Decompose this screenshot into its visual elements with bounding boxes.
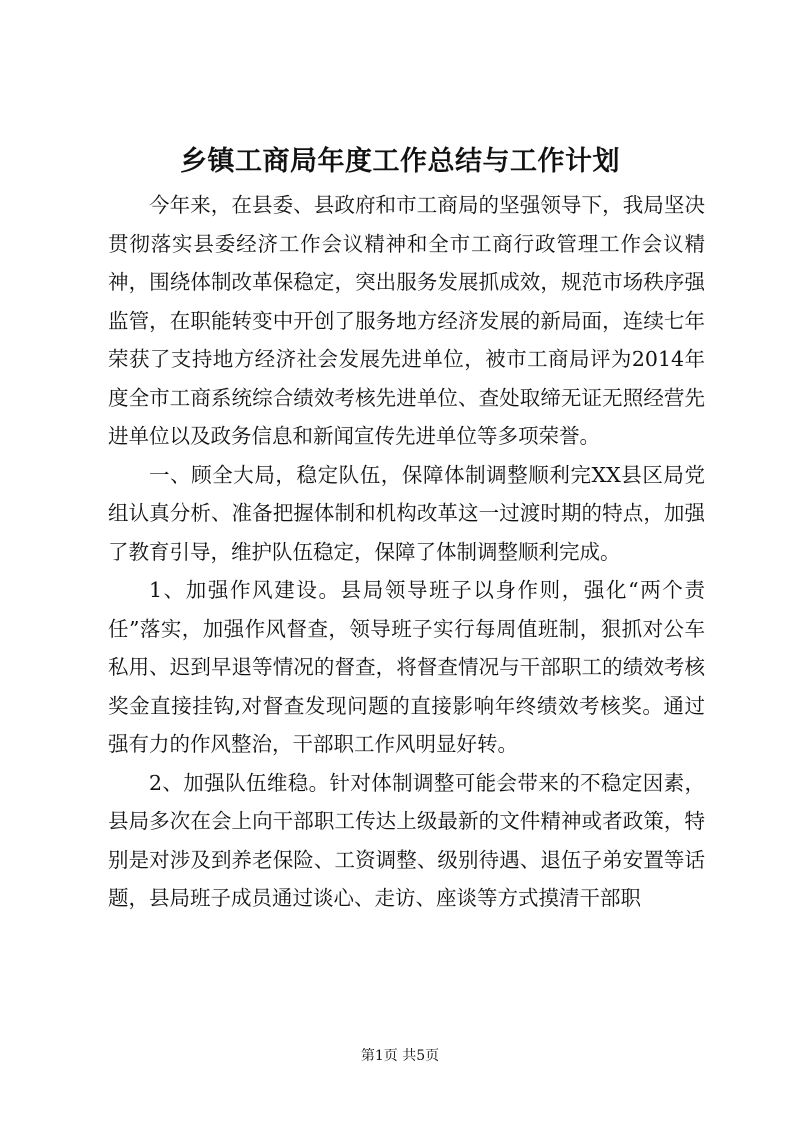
paragraph-intro: 今年来，在县委、县政府和市工商局的坚强领导下，我局坚决贯彻落实县委经济工作会议精神和全市工商行政管理工作会议精神，围绕体制改革保稳定，突出服务发展抓成效，规范市场秩序强监管，在职能转变中开创了服务地方经济发展的新局面，连续七年荣获了支持地方经济社会发展先进单位，被市工商局评为2014年度全市工商系统综合绩效考核先进单位、查处取缔无证无照经营先进单位以及政务信息和新闻宣传先进单位等多项荣誉。 xyxy=(108,193,705,448)
paragraph-item-2: 2、加强队伍维稳。针对体制调整可能会带来的不稳定因素，县局多次在会上向干部职工传达上级最新的文件精神或者政策，特别是对涉及到养老保险、工资调整、级别待遇、退伍子弟安置等话题，县局班子成员通过谈心、走访、座谈等方式摸清干部职 xyxy=(108,770,705,910)
paragraph-section-1: 一、顾全大局，稳定队伍，保障体制调整顺利完XX县区局党组认真分析、准备把握体制和机构改革这一过渡时期的特点，加强了教育引导，维护队伍稳定，保障了体制调整顺利完成。 xyxy=(108,462,705,564)
document-title: 乡镇工商局年度工作总结与工作计划 xyxy=(180,146,620,177)
document-body xyxy=(108,186,705,918)
paragraph-item-1: 1、加强作风建设。县局领导班子以身作则，强化“两个责任”落实，加强作风督查，领导班子实行每周值班制，狠抓对公车私用、迟到早退等情况的督查，将督查情况与干部职工的绩效考核奖金直接挂钩,对督查发现问题的直接影响年终绩效考核奖。通过强有力的作风整治，干部职工作风明显好转。 xyxy=(108,578,705,756)
page-number-footer: 第1页 共5页 xyxy=(360,1048,440,1064)
